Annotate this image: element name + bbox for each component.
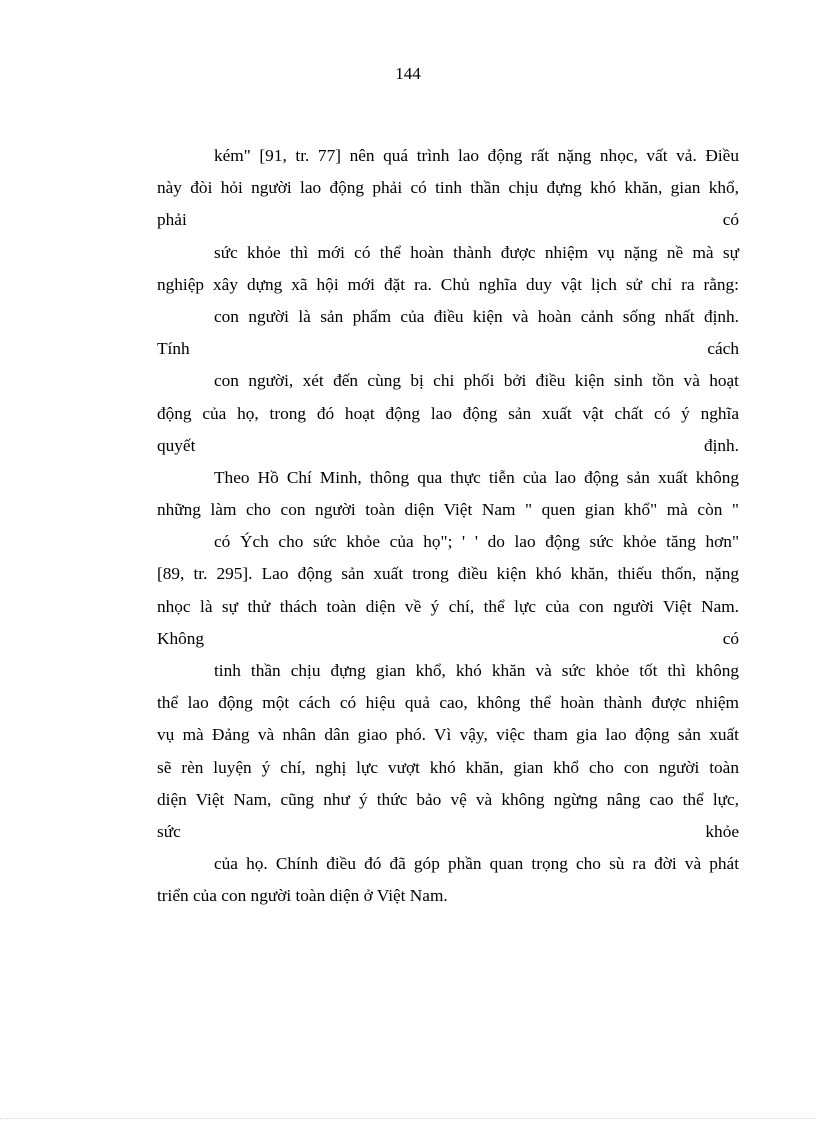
text-line: [89, tr. 295]. Lao động sản xuất trong điều kiện khó khăn, thiếu thốn, nặng	[157, 564, 739, 584]
text-line-left: Không	[157, 628, 205, 648]
text-line-right: cách	[707, 339, 739, 359]
text-line-right: định.	[703, 435, 739, 455]
text-line: triển của con người toàn diện ở Việt Nam.	[157, 886, 448, 906]
text-line: sẽ rèn luyện ý chí, nghị lực vượt khó khăn, gian khổ cho con người toàn	[157, 757, 739, 777]
body-text	[157, 140, 739, 913]
text-line: thể lao động một cách có hiệu quả cao, không thể hoàn thành được nhiệm	[157, 693, 739, 713]
text-line-right: có	[722, 210, 739, 230]
text-line-left: Tính	[157, 339, 190, 359]
text-line-left: quyết	[157, 435, 196, 455]
text-line-right: khỏe	[705, 821, 739, 841]
text-line: kém" [91, tr. 77] nên quá trình lao động rất nặng nhọc, vất vả. Điều	[214, 146, 739, 165]
text-line: nghiệp xây dựng xã hội mới đặt ra. Chủ nghĩa duy vật lịch sử chỉ ra rằng:	[157, 274, 739, 294]
text-line-split	[157, 816, 739, 848]
text-line-split	[157, 430, 739, 462]
text-line: vụ mà Đảng và nhân dân giao phó. Vì vậy, việc tham gia lao động sản xuất	[157, 725, 739, 745]
text-line: Theo Hồ Chí Minh, thông qua thực tiễn của lao động sản xuất không	[214, 467, 739, 487]
page-number: 144	[395, 64, 421, 83]
text-line: này đòi hỏi người lao động phải có tinh thần chịu đựng khó khăn, gian khổ,	[157, 178, 739, 198]
text-line-split	[157, 333, 739, 365]
text-line: con người là sản phẩm của điều kiện và hoàn cảnh sống nhất định.	[214, 306, 739, 326]
text-line: con người, xét đến cùng bị chi phối bởi điều kiện sinh tồn và hoạt	[214, 371, 739, 391]
text-line: sức khỏe thì mới có thể hoàn thành được nhiệm vụ nặng nề mà sự	[214, 242, 739, 262]
text-line: có Ých cho sức khỏe của họ"; ' ' do lao động sức khỏe tăng hơn"	[214, 532, 739, 552]
text-line: những làm cho con người toàn diện Việt Nam " quen gian khổ" mà còn "	[157, 500, 739, 520]
text-line-left: sức	[157, 821, 181, 841]
text-line: động của họ, trong đó hoạt động lao động sản xuất vật chất có ý nghĩa	[157, 403, 739, 423]
text-line-split	[157, 204, 739, 236]
text-line: diện Việt Nam, cũng như ý thức bảo vệ và không ngừng nâng cao thể lực,	[157, 789, 739, 809]
text-line-split	[157, 623, 739, 655]
text-line: của họ. Chính điều đó đã góp phần quan trọng cho sù ra đời và phát	[214, 854, 739, 874]
text-line: tinh thần chịu đựng gian khổ, khó khăn và sức khỏe tốt thì không	[214, 661, 739, 680]
text-line-right: có	[722, 628, 739, 648]
page-bottom-divider	[0, 1118, 816, 1119]
text-line-left: phải	[157, 210, 187, 230]
text-line: nhọc là sự thử thách toàn diện về ý chí, thể lực của con người Việt Nam.	[157, 596, 739, 616]
